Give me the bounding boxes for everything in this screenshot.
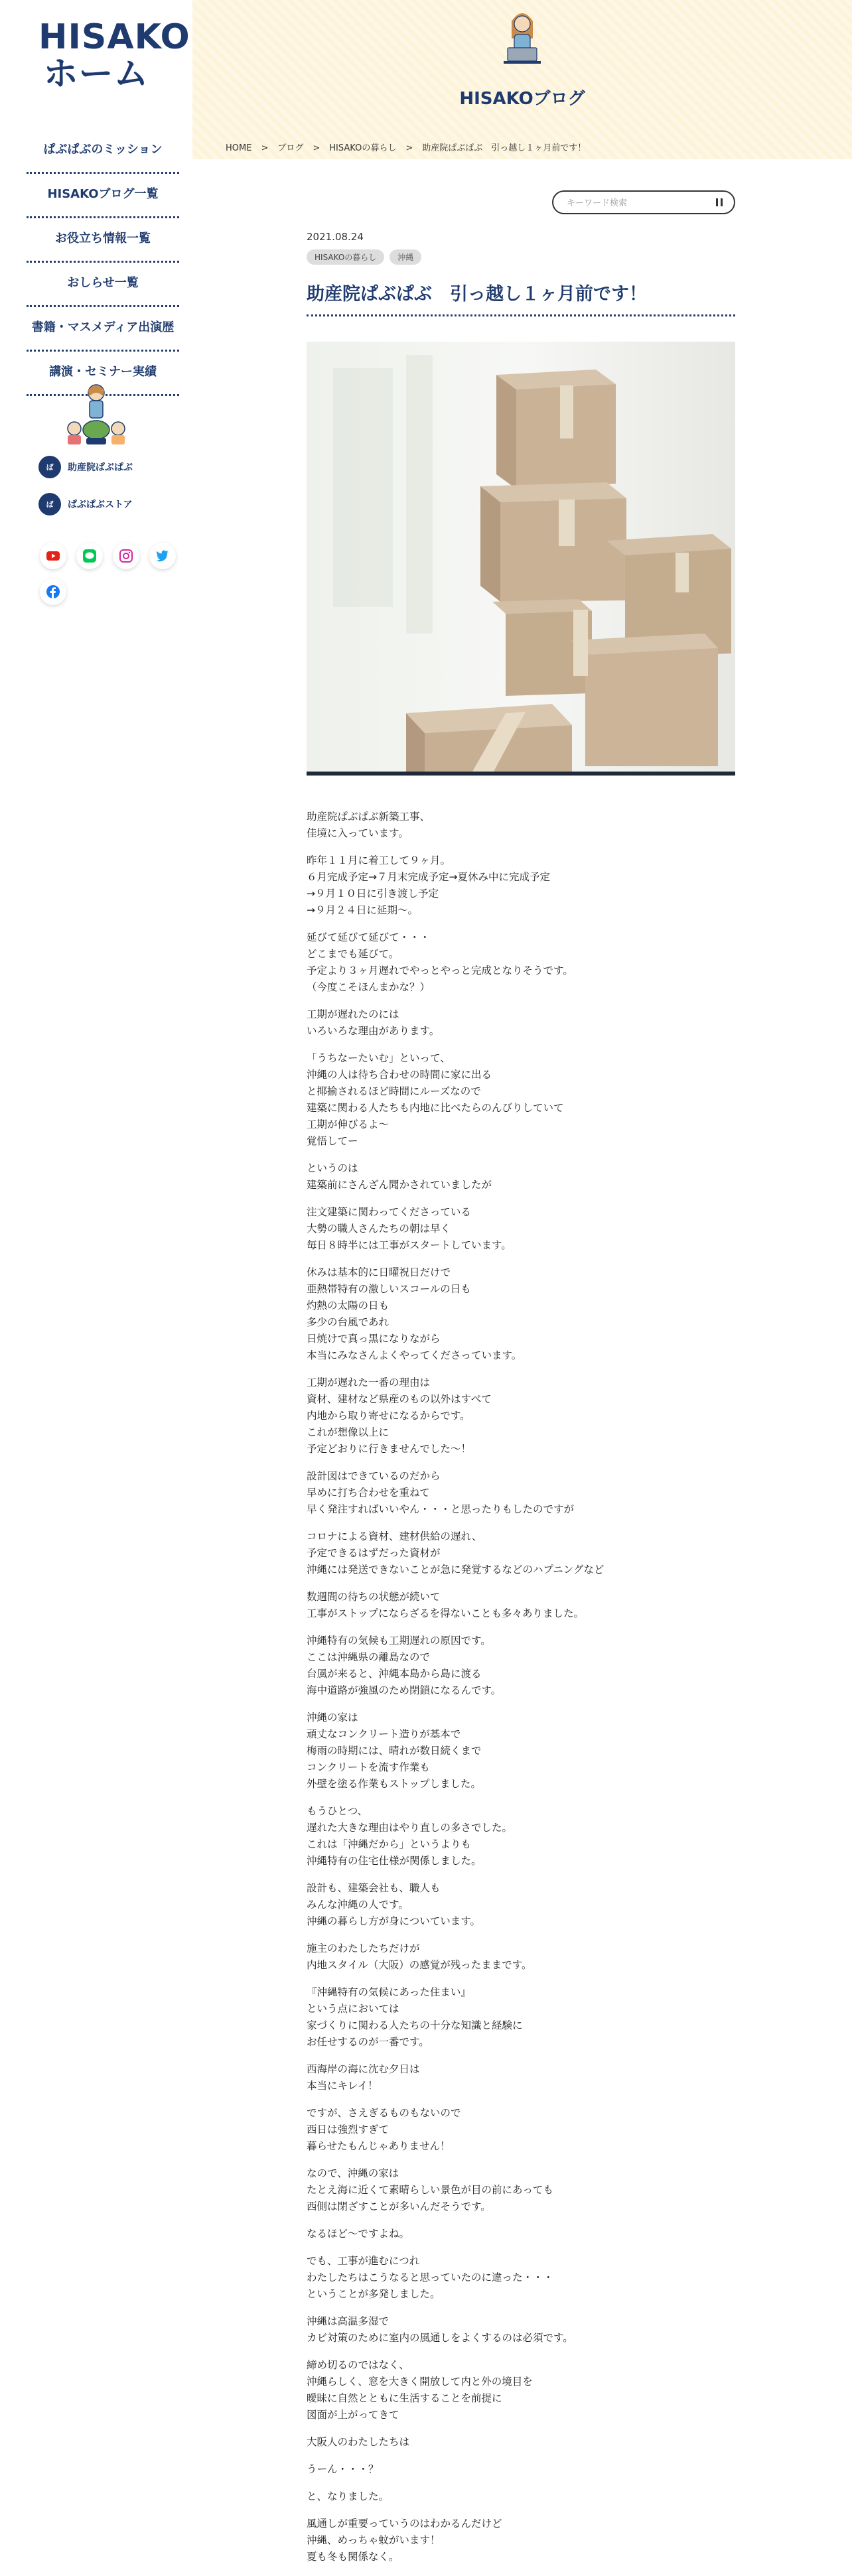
post-paragraph: 施主のわたしたちだけが 内地スタイル（大阪）の感覚が残ったままです。	[307, 1942, 532, 1971]
post-paragraph: と、なりました。	[307, 2490, 390, 2502]
mascot-illustration	[60, 381, 133, 447]
instagram-icon[interactable]	[113, 543, 139, 569]
post-paragraph: なるほど〜ですよね。	[307, 2228, 410, 2240]
hero-image-cardboard-boxes	[307, 342, 735, 776]
post-paragraph: 助産院ぱぶぱぶ新築工事、 佳境に入っています。	[307, 811, 431, 839]
post-paragraph: 沖縄の家は 頑丈なコンクリート造りが基本で 梅雨の時期には、晴れが数日続くまで コンクリートを流す作業も 外壁を塗る作業もストップしました。	[307, 1712, 482, 1790]
post-body	[307, 809, 735, 2565]
page-title: HISAKOブログ	[459, 89, 585, 109]
breadcrumb-home[interactable]: HOME	[226, 143, 252, 153]
search-icon[interactable]	[714, 197, 725, 208]
link-store[interactable]	[38, 492, 133, 516]
post-paragraph: 昨年１１月に着工して９ヶ月。 ６月完成予定→７月末完成予定→夏休み中に完成予定 →９月１０日に引き渡し予定 →９月２４日に延期〜。	[307, 854, 550, 916]
post-paragraph: 大阪人のわたしたちは	[307, 2436, 410, 2448]
nav-label: ぱぶぱぶのミッション	[43, 143, 163, 157]
nav-label: 書籍・マスメディア出演歴	[31, 320, 175, 334]
post-paragraph: 数週間の待ちの状態が続いて 工事がストップにならざるを得ないことも多々ありました。	[307, 1591, 585, 1619]
post-tags	[307, 249, 735, 265]
article	[307, 226, 735, 2576]
breadcrumb-separator: >	[261, 143, 269, 153]
tag-chip[interactable]: 沖縄	[390, 249, 421, 265]
post-paragraph: 延びて延びて延びて・・・ どこまでも延びて。 予定より３ヶ月遅れでやっとやっと完成となりそうです。 （今度こそほんまかな？）	[307, 931, 573, 993]
post-paragraph: もうひとつ、 遅れた大きな理由はやり直しの多さでした。 これは「沖縄だから」というよりも 沖縄特有の住宅仕様が関係しました。	[307, 1805, 513, 1867]
store-link-label: ぱぶぱぶストア	[68, 500, 133, 510]
post-paragraph: うーん・・・？	[307, 2463, 379, 2475]
nav-label: HISAKOブログ一覧	[47, 187, 159, 201]
page-header	[192, 0, 852, 159]
search-box	[552, 190, 735, 214]
post-date: 2021.08.24	[307, 231, 364, 243]
post-paragraph: 西海岸の海に沈む夕日は 本当にキレイ！	[307, 2063, 420, 2092]
link-clinic[interactable]	[38, 455, 133, 479]
sidebar-nav	[27, 129, 179, 396]
post-paragraph: 工期が遅れたのには いろいろな理由があります。	[307, 1008, 440, 1037]
post-paragraph: 工期が遅れた一番の理由は 資材、建材など県産のもの以外はすべて 内地から取り寄せになるからです。 これが想像以上に 予定どおりに行きませんでした〜！	[307, 1377, 492, 1455]
post-paragraph: ですが、さえぎるものもないので 西日は強烈すぎて 暮らせたもんじゃありません！	[307, 2107, 461, 2152]
store-logo-icon: ぱ	[38, 493, 61, 515]
nav-item-mission[interactable]	[27, 129, 179, 174]
nav-item-books-media[interactable]	[27, 307, 179, 352]
post-paragraph: なので、沖縄の家は たとえ海に近くて素晴らしい景色が目の前にあっても 西側は閉ざすことが多いんだそうです。	[307, 2167, 553, 2212]
boxes-illustration	[307, 342, 735, 772]
clinic-link-label: 助産院ぱぶぱぶ	[68, 462, 133, 473]
breadcrumb-separator: >	[313, 143, 320, 153]
post-paragraph: 沖縄特有の気候も工期遅れの原因です。 ここは沖縄県の離島なので 台風が来ると、沖縄本島から島に渡る 海中道路が強風のため閉鎖になるんです。	[307, 1635, 502, 1696]
site-logo[interactable]	[38, 17, 190, 94]
post-paragraph: コロナによる資材、建材供給の遅れ、 予定できるはずだった資材が 沖縄には発送できないことが急に発覚するなどのハプニングなど	[307, 1530, 604, 1576]
post-paragraph: でも、工事が進むにつれ わたしたちはこうなると思っていたのに違った・・・ ということが多発しました。	[307, 2255, 554, 2300]
blog-mascot-illustration	[502, 4, 542, 70]
post-paragraph: 『沖縄特有の気候にあった住まい』 という点においては 家づくりに関わる人たちの十分な知識と経験に お任せするのが一番です。	[307, 1986, 523, 2048]
nav-label: お役立ち情報一覧	[55, 232, 151, 245]
breadcrumb	[226, 141, 586, 153]
post-paragraph: 設計も、建築会社も、職人も みんな沖縄の人です。 沖縄の暮らし方が身についています。	[307, 1882, 480, 1927]
nav-label: 講演・セミナー実績	[49, 365, 157, 379]
breadcrumb-blog[interactable]: ブログ	[277, 143, 304, 153]
post-paragraph: 風通しが重要っていうのはわかるんだけど 沖縄、めっちゃ蚊がいます！ 夏も冬も関係なく。	[307, 2518, 502, 2563]
tag-chip[interactable]: HISAKOの暮らし	[307, 249, 384, 265]
sidebar	[0, 0, 192, 2555]
youtube-icon[interactable]	[40, 543, 66, 569]
post-title: 助産院ぱぶぱぶ 引っ越し１ヶ月前です！	[307, 279, 735, 316]
post-paragraph: 設計図はできているのだから 早めに打ち合わせを重ねて 早く発注すればいいやん・・・と思ったりもしたのですが	[307, 1470, 575, 1515]
post-paragraph: 「うちなーたいむ」といって、 沖縄の人は待ち合わせの時間に家に出る と揶揄されるほど時間にルーズなので 建築に関わる人たちも内地に比べたらのんびりしていて 工期が伸びるよ〜 覚悟してー	[307, 1052, 564, 1147]
post-paragraph: 締め切るのではなく、 沖縄らしく、窓を大きく開放して内と外の境目を 曖昧に自然とともに生活することを前提に 図面が上がってきて	[307, 2359, 533, 2421]
post-paragraph: 沖縄は高温多湿で カビ対策のために室内の風通しをよくするのは必須です。	[307, 2315, 573, 2344]
clinic-logo-icon: ぱ	[38, 456, 61, 478]
post-paragraph: というのは 建築前にさんざん聞かされていましたが	[307, 1162, 492, 1191]
post-paragraph: 休みは基本的に日曜祝日だけで 亜熱帯特有の激しいスコールの日も 灼熱の太陽の日も 多少の台風であれ 日焼けで真っ黒になりながら 本当にみなさんよくやってくださっています。	[307, 1266, 522, 1361]
search-input[interactable]	[565, 196, 707, 210]
breadcrumb-category[interactable]: HISAKOの暮らし	[329, 143, 397, 153]
facebook-icon[interactable]	[40, 578, 66, 605]
twitter-icon[interactable]	[149, 543, 176, 569]
nav-item-news[interactable]	[27, 263, 179, 307]
nav-label: おしらせ一覧	[67, 276, 139, 290]
breadcrumb-current: 助産院ぱぶぱぶ 引っ越し１ヶ月前です！	[422, 143, 587, 153]
nav-item-blog-list[interactable]	[27, 174, 179, 218]
post-paragraph: 注文建築に関わってくださっている 大勢の職人さんたちの朝は早く 毎日８時半には工事がスタートしています。	[307, 1206, 512, 1251]
logo-line-2: ホーム	[43, 54, 149, 94]
nav-item-useful-info[interactable]	[27, 218, 179, 263]
logo-line-1: HISAKO	[38, 17, 190, 57]
breadcrumb-separator: >	[405, 143, 413, 153]
line-icon[interactable]	[76, 543, 103, 569]
